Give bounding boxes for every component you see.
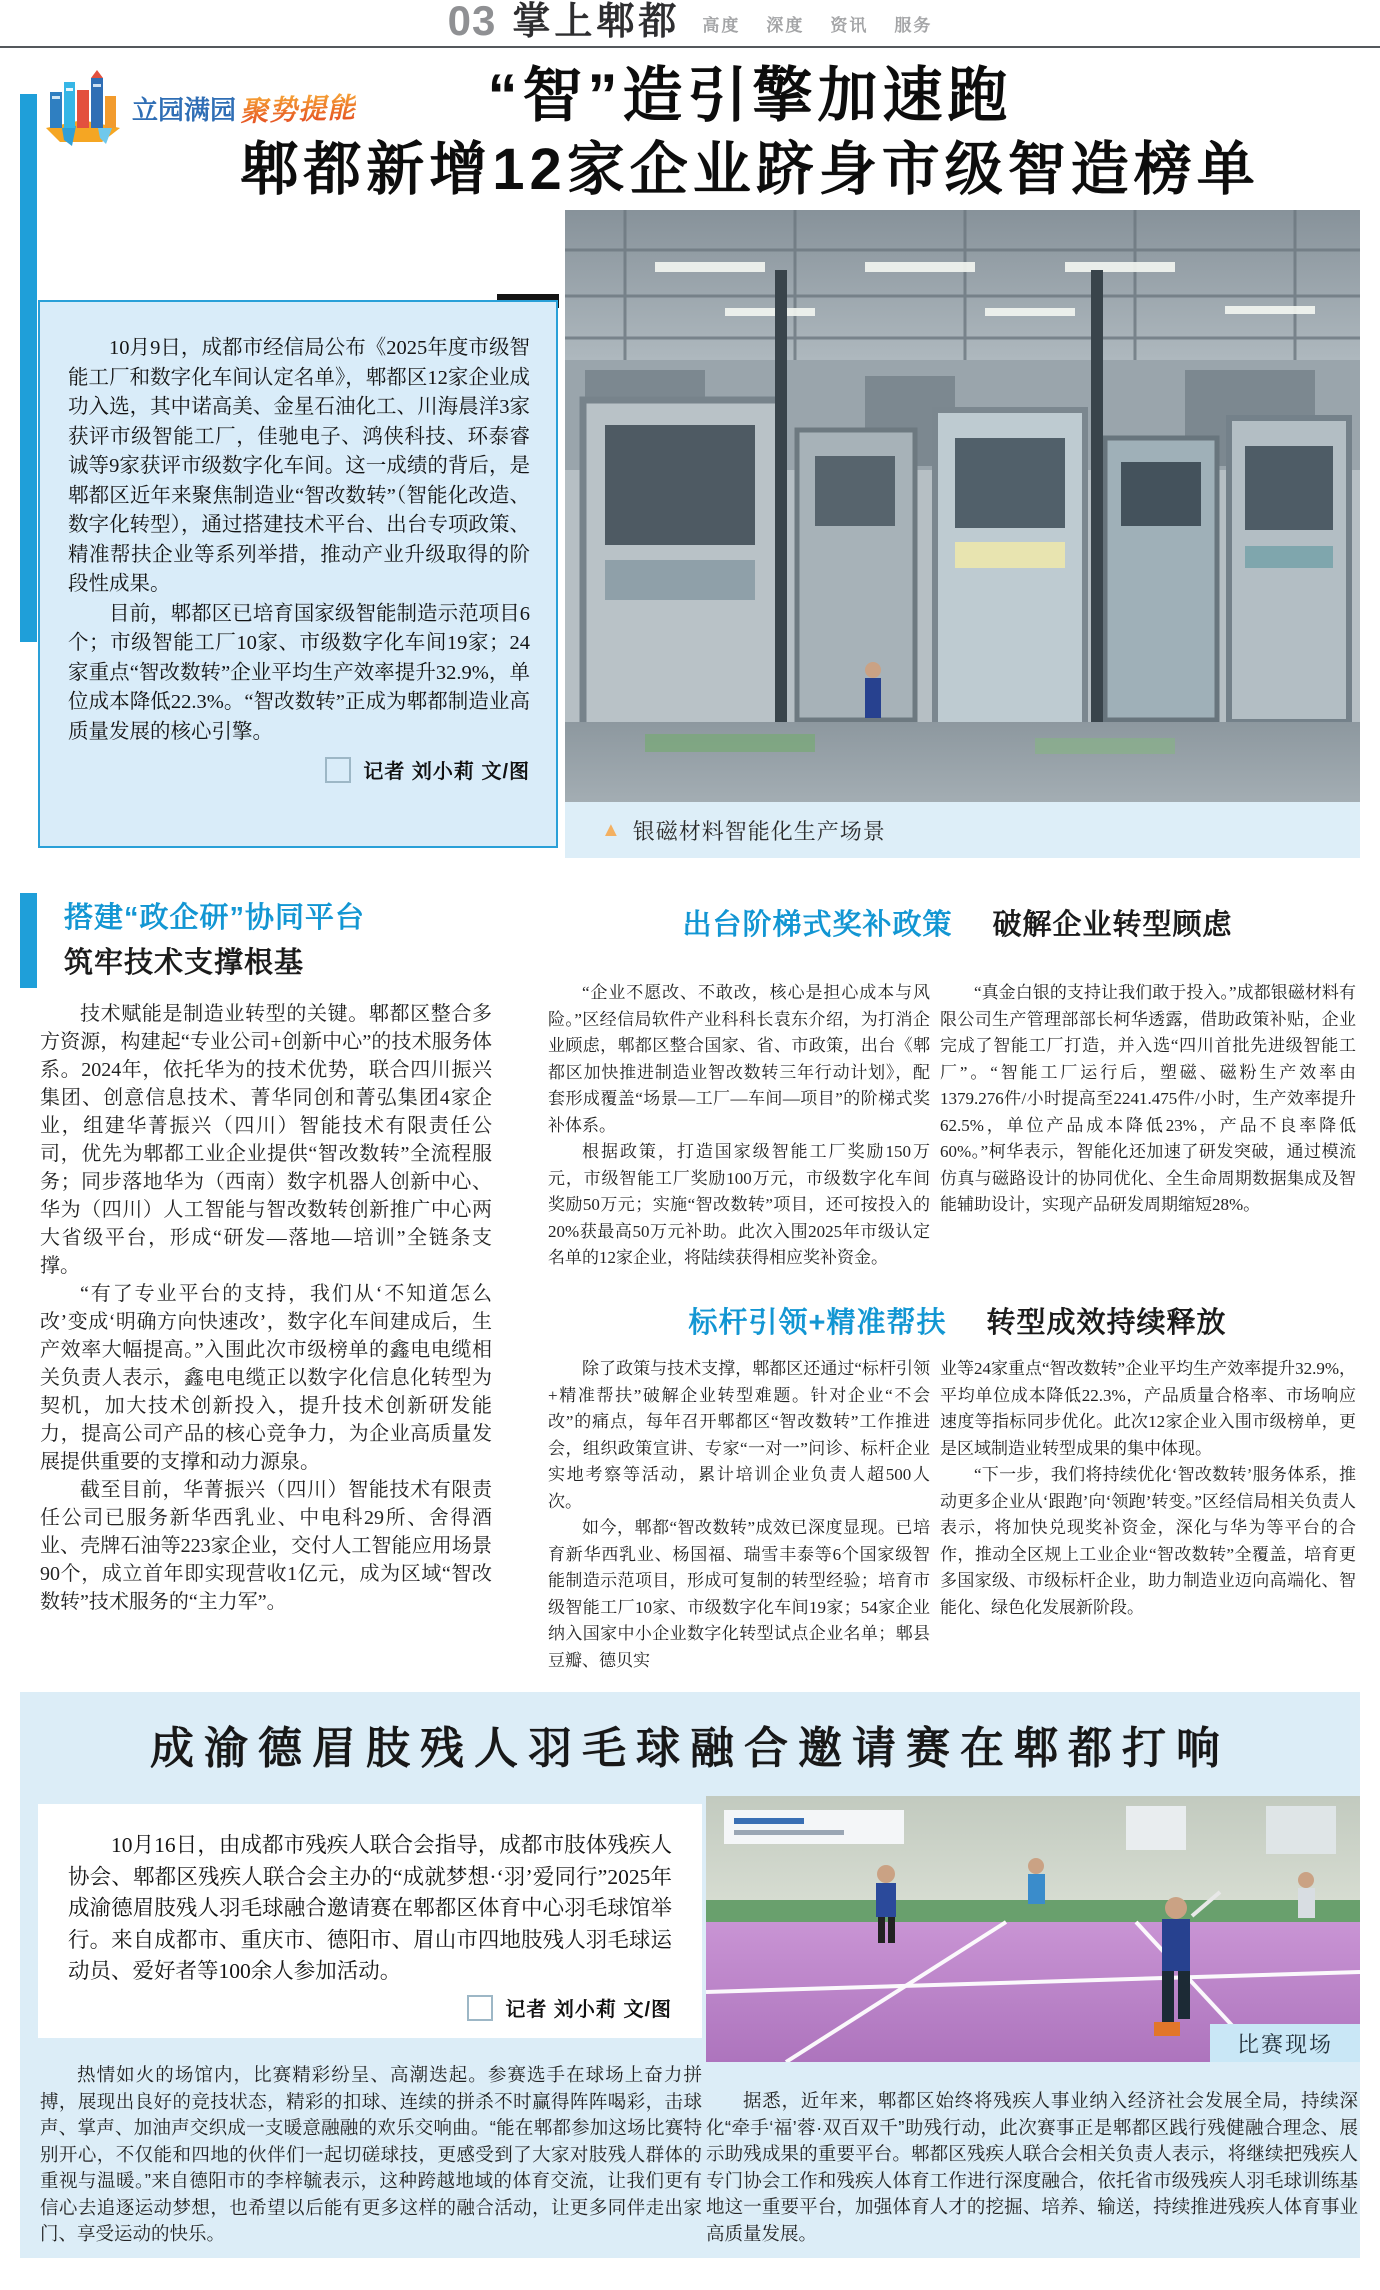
body-paragraph: 据悉，近年来，郫都区始终将残疾人事业纳入经济社会发展全局，持续深化“牵手‘福’蓉·双百双千”助残行动，此次赛事正是郫都区践行残健融合理念、展示助残成果的重要平台。郫都区残疾人联合会相关负责人表示，将继续把残疾人专门协会工作和残疾人体育工作进行深度融合，依托省市级残疾人羽毛球训练基地这一重要平台，加强体育人才的挖掘、培养、输送，持续推进残疾人体育事业高质量发展。 xyxy=(706,2090,1358,2244)
body-paragraph: 业等24家重点“智改数转”企业平均生产效率提升32.9%，平均单位成本降低22.3%，产品质量合格率、市场响应速度等指标同步优化。此次12家企业入围市级榜单，更是区域制造业转型成果的集中体现。 xyxy=(940,1359,1357,1458)
byline-text: 记者 刘小莉 文/图 xyxy=(505,1999,672,2021)
bottom-column-right xyxy=(706,2088,1358,2247)
section1-heading-blue: 搭建“政企研”协同平台 xyxy=(64,902,366,934)
nav-item-1: 高度 xyxy=(702,16,741,35)
body-paragraph: “有了专业平台的支持，我们从‘不知道怎么改’变成‘明确方向快速改’，数字化车间建成后，生产效率大幅提高。”入围此次市级榜单的鑫电电缆相关负责人表示，鑫电电缆正以数字化信息化转型为契机，加大技术创新投入，提升技术创新研发能力，提高公司产品的核心竞争力，为企业高质量发展提供重要的支撑和动力源泉。 xyxy=(40,1283,492,1473)
masthead xyxy=(0,0,1380,44)
body-paragraph: 热情如火的场馆内，比赛精彩纷呈、高潮迭起。参赛选手在球场上奋力拼搏，展现出良好的竞技状态，精彩的扣球、连续的拼杀不时赢得阵阵喝彩，击球声、掌声、加油声交织成一支暖意融融的欢乐交响曲。“能在郫都参加这场比赛特别开心，不仅能和四地的伙伴们一起切磋球技，更感受到了大家对肢残人群体的重视与温暖。”来自德阳市的李梓毓表示，这种跨越地域的体育交流，让我们更有信心去追逐运动梦想，也希望以后能有更多这样的融合活动，让更多同伴走出家门、享受运动的快乐。 xyxy=(40,2064,702,2244)
left-accent-bar-top xyxy=(20,94,37,642)
section2-heading-black: 破解企业转型顾虑 xyxy=(992,909,1233,941)
section3-column-left xyxy=(548,1356,930,1674)
byline xyxy=(68,755,530,784)
byline-text: 记者 刘小莉 文/图 xyxy=(363,761,530,783)
section1-column xyxy=(40,1000,492,1616)
left-accent-bar-section xyxy=(20,893,37,988)
masthead-nav xyxy=(702,11,932,42)
body-paragraph: “真金白银的支持让我们敢于投入。”成都银磁材料有限公司生产管理部部长柯华透露，借助政策补贴，企业完成了智能工厂打造，并入选“四川首批先进级智能工厂”。“智能工厂运行后，塑磁、磁粉生产效率由1379.276件/小时提高至2241.475件/小时，生产效率提升62.5%，单位产品成本降低23%，产品不良率降低60%。”柯华表示，智能化还加速了研发突破，通过模流仿真与磁路设计的协同优化、全生命周期数据集成及智能辅助设计，实现产品研发周期缩短28%。 xyxy=(940,983,1356,1214)
lead-paragraph: 10月9日，成都市经信局公布《2025年度市级智能工厂和数字化车间认定名单》，郫都区12家企业成功入选，其中诺高美、金星石油化工、川海晨洋3家获评市级智能工厂，佳驰电子、鸿侠科技、环泰睿诚等9家获评市级数字化车间。这一成绩的背后，是郫都区近年来聚焦制造业“智改数转”（智能化改造、数字化转型），通过搭建技术平台、出台专项政策、精准帮扶企业等系列举措，推动产业升级取得的阶段性成果。 xyxy=(68,337,530,595)
page-number: 03 xyxy=(447,0,497,44)
photo-caption: 银磁材料智能化生产场景 xyxy=(632,818,886,844)
lead-article-box xyxy=(38,300,558,848)
body-paragraph: “下一步，我们将持续优化‘智改数转’服务体系，推动更多企业从‘跟跑’向‘领跑’转变。”区经信局相关负责人表示，将加快兑现奖补资金，深化与华为等平台的合作，推动全区规上工业企业“智改数转”全覆盖，培育更多国家级、市级标杆企业，助力制造业迈向高端化、智能化、绿色化发展新阶段。 xyxy=(940,1465,1356,1617)
caption-triangle-icon: ▲ xyxy=(601,819,621,841)
body-paragraph: 根据政策，打造国家级智能工厂奖励150万元，市级智能工厂奖励100万元，市级数字化车间奖励50万元；实施“智改数转”项目，还可按投入的20%获最高50万元补助。此次入围2025年市级认定名单的12家企业，将陆续获得相应奖补资金。 xyxy=(548,1142,930,1267)
badge-label-right: 聚势提能 xyxy=(239,86,356,130)
body-paragraph: 如今，郫都“智改数转”成效已深度显现。已培育新华西乳业、杨国福、瑞雪丰泰等6个国家级智能制造示范项目，形成可复制的转型经验；培育市级智能工厂10家、市级数字化车间19家；54家企业纳入国家中小企业数字化转型试点企业名单；郫县豆瓣、德贝实 xyxy=(548,1518,930,1670)
badminton-photo xyxy=(706,1796,1360,2062)
bottom-article-panel xyxy=(20,1692,1360,2258)
nav-item-2: 深度 xyxy=(766,16,805,35)
section3-heading xyxy=(555,1300,1360,1341)
headline-line1: “智”造引擎加速跑 xyxy=(487,62,1013,129)
badminton-photo-illustration xyxy=(706,1796,1360,2062)
body-paragraph: 除了政策与技术支撑，郫都区还通过“标杆引领+精准帮扶”破解企业转型难题。针对企业“不会改”的痛点，每年召开郫都区“智改数转”工作推进会，组织政策宣讲、专家“一对一”问诊、标杆企业实地考察等活动，累计培训企业负责人超500人次。 xyxy=(548,1359,930,1511)
factory-photo-illustration xyxy=(565,210,1360,802)
lead-paragraph: 目前，郫都区已培育国家级智能制造示范项目6个；市级智能工厂10家、市级数字化车间19家；24家重点“智改数转”企业平均生产效率提升32.9%，单位成本降低22.3%。“智改数转”正成为郫都制造业高质量发展的核心引擎。 xyxy=(68,602,530,743)
skyline-logo-icon xyxy=(42,70,128,146)
section2-heading-blue: 出台阶梯式奖补政策 xyxy=(682,909,953,941)
body-paragraph: 技术赋能是制造业转型的关键。郫都区整合多方资源，构建起“专业公司+创新中心”的技术服务体系。2024年，依托华为的技术优势，联合四川振兴集团、创意信息技术、菁华同创和菁弘集团4家企业，组建华菁振兴（四川）智能技术有限责任公司，优先为郫都工业企业提供“智改数转”全流程服务；同步落地华为（西南）数字机器人创新中心、华为（四川）人工智能与智改数转创新推广中心两大省级平台，形成“研发—落地—培训”全链条支撑。 xyxy=(40,1003,492,1277)
byline xyxy=(467,1993,672,2022)
headline-line2: 郫都新增12家企业跻身市级智造榜单 xyxy=(240,137,1260,202)
main-headline xyxy=(150,60,1350,204)
section1-heading xyxy=(64,896,365,986)
section2-column-right xyxy=(940,980,1356,1219)
section3-column-right xyxy=(940,1356,1356,1621)
bottom-lead-paragraph: 10月16日，由成都市残疾人联合会指导，成都市肢体残疾人协会、郫都区残疾人联合会主办的“成就梦想·‘羽’爱同行”2025年成渝德眉肢残人羽毛球融合邀请赛在郫都区体育中心羽毛球馆举行。来自成都市、重庆市、德阳市、眉山市四地肢残人羽毛球运动员、爱好者等100余人参加活动。 xyxy=(68,1833,672,1983)
section3-heading-blue: 标杆引领+精准帮扶 xyxy=(688,1307,947,1339)
section1-heading-black: 筑牢技术支撑根基 xyxy=(64,947,305,979)
nav-item-4: 服务 xyxy=(894,16,933,35)
body-paragraph: “企业不愿改、不敢改，核心是担心成本与风险。”区经信局软件产业科科长袁东介绍，为打消企业顾虑，郫都区整合国家、省、市政策，出台《郫都区加快推进制造业智改数转三年行动计划》，配套形成覆盖“场景—工厂—车间—项目”的阶梯式奖补体系。 xyxy=(548,983,930,1135)
bottom-column-left xyxy=(40,2062,702,2248)
end-mark-icon xyxy=(467,1995,493,2021)
section3-heading-black: 转型成效持续释放 xyxy=(986,1307,1227,1339)
factory-photo xyxy=(565,210,1360,802)
badge-label-left: 立园满园 xyxy=(132,94,237,125)
end-mark-icon xyxy=(325,757,351,783)
header-divider xyxy=(0,46,1380,48)
body-paragraph: 截至目前，华菁振兴（四川）智能技术有限责任公司已服务新华西乳业、中电科29所、舍得酒业、壳牌石油等223家企业，交付人工智能应用场景90个，成立首年即实现营收1亿元，成为区域“智改数转”技术服务的“主力军”。 xyxy=(40,1479,492,1613)
paper-title: 掌上郫都 xyxy=(512,1,681,43)
nav-item-3: 资讯 xyxy=(830,16,869,35)
photo-caption-strip xyxy=(565,802,1360,858)
section2-heading xyxy=(555,902,1360,943)
section2-column-left xyxy=(548,980,930,1272)
bottom-article-title: 成渝德眉肢残人羽毛球融合邀请赛在郫都打响 xyxy=(150,1724,1230,1773)
bottom-lead-box xyxy=(38,1804,702,2038)
bottom-photo-caption: 比赛现场 xyxy=(1210,2024,1360,2062)
